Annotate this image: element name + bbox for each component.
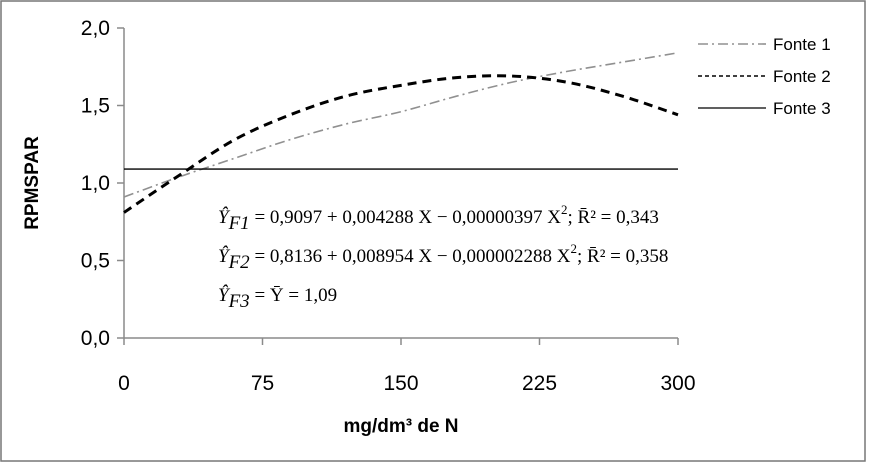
regression-equation: ŶF3 = Ȳ = 1,09	[218, 285, 338, 312]
y-tick-label: 0,5	[80, 249, 110, 273]
y-axis-title: RPMSPAR	[22, 136, 43, 230]
legend-label: Fonte 1	[773, 35, 831, 54]
y-tick-label: 1,0	[80, 172, 110, 195]
y-tick-label: 1,5	[80, 94, 110, 118]
chart-border	[1, 1, 865, 461]
x-tick-label: 300	[660, 372, 696, 395]
y-tick-label: 0,0	[80, 327, 110, 350]
x-tick-label: 75	[250, 372, 275, 395]
legend-label: Fonte 3	[773, 99, 831, 118]
x-axis-title: mg/dm³ de N	[343, 416, 459, 437]
x-tick-label: 225	[521, 372, 558, 395]
x-tick-label: 150	[383, 372, 419, 395]
y-tick-label: 2,0	[80, 17, 110, 40]
regression-equation: ŶF1 = 0,9097 + 0,004288 X − 0,00000397 $X^2$; R̄² = 0,343	[218, 202, 659, 234]
regression-equation: ŶF2 = 0,8136 + 0,008954 X − 0,000002288 $X^2$; R̄² = 0,358	[218, 241, 669, 273]
legend-label: Fonte 2	[773, 67, 831, 86]
x-tick-label: 0	[118, 372, 130, 395]
